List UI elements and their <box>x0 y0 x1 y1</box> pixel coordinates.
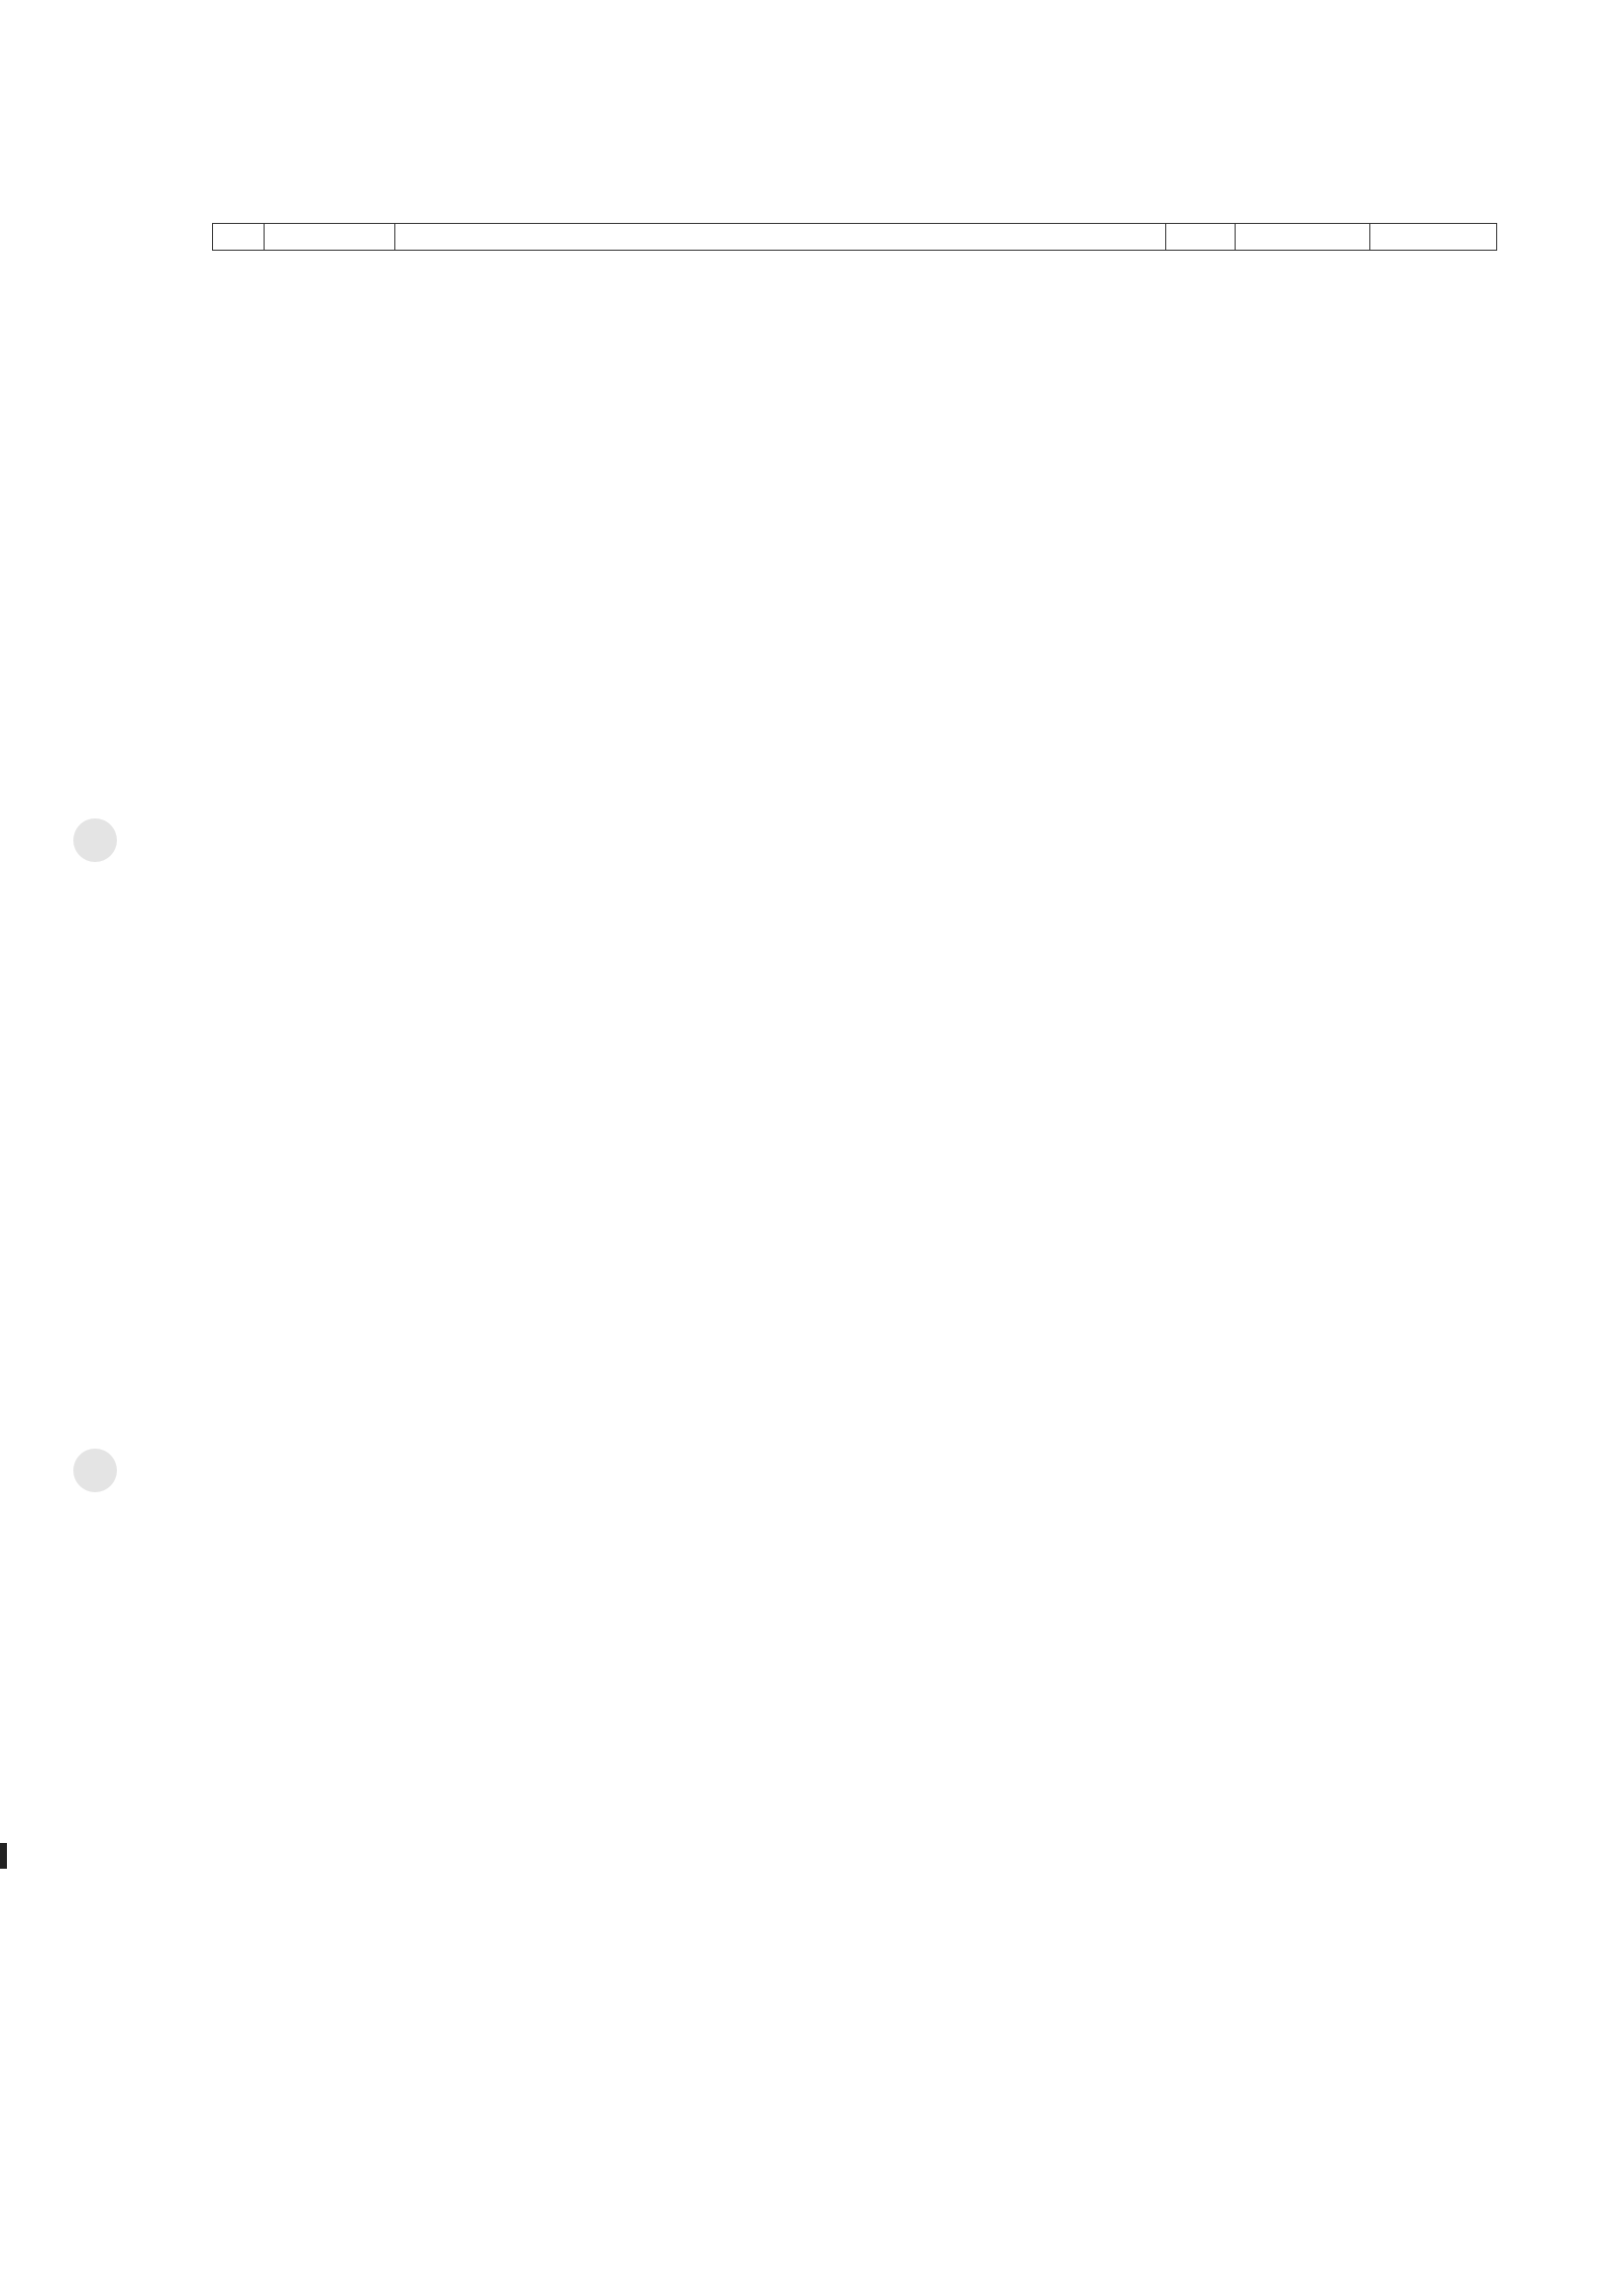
column-header-poszcz <box>1236 224 1370 251</box>
scan-edge-mark <box>0 1843 7 1869</box>
quantity-table <box>212 223 1497 251</box>
column-header-podst <box>265 224 395 251</box>
column-header-razem <box>1370 224 1497 251</box>
punch-hole <box>73 1449 117 1492</box>
column-header-jm <box>1166 224 1236 251</box>
table-header-row <box>213 224 1497 251</box>
punch-hole <box>73 818 117 862</box>
column-header-lp <box>213 224 265 251</box>
column-header-opis <box>395 224 1166 251</box>
